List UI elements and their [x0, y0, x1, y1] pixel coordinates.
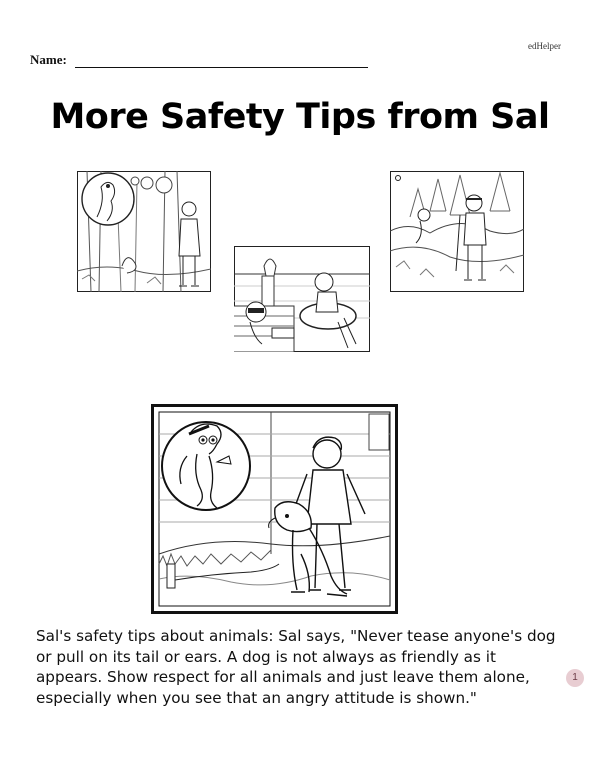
brand-label: edHelper [528, 41, 561, 51]
illustration-hiker [390, 171, 524, 292]
page-number-badge: 1 [566, 669, 584, 687]
passage-text: Sal's safety tips about animals: Sal says, "Never tease anyone's dog or pull on its tail or ears. A dog is not always as friendly as it appears. Show respect for all animals and just leave them alone, especially when you see that an angry attitude is shown." [36, 627, 556, 707]
illustration-forest [77, 171, 211, 292]
name-label: Name: [30, 52, 67, 67]
name-field-row [30, 52, 368, 68]
illustration-boy-dog [151, 404, 398, 614]
name-line[interactable] [75, 55, 368, 68]
illustration-pier [234, 246, 370, 352]
page-title: More Safety Tips from Sal [50, 97, 550, 137]
